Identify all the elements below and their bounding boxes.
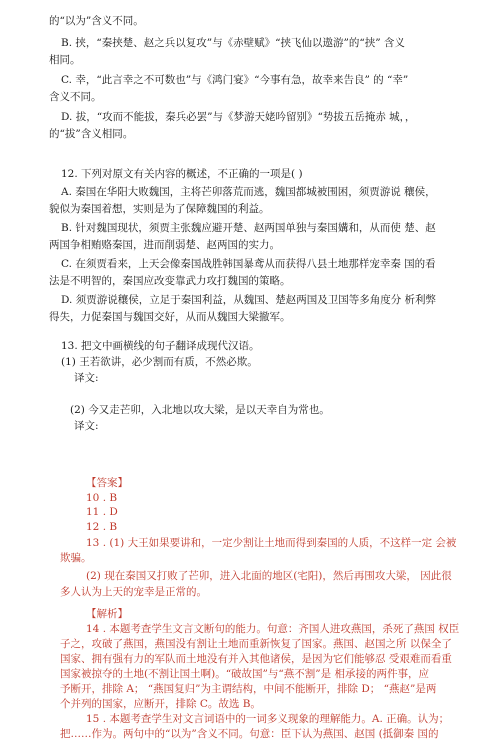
- text-line: 两国争相贿赂秦国，进而削弱楚、赵两国的实力。: [49, 239, 280, 251]
- text-line: 得失，力促秦国与魏国交好，从而从魏国大梁撤军。: [49, 311, 291, 323]
- analysis-line: 予断开，排除 A； “燕国复归”为主谓结构，中间不能断开，排除 D； “燕赵”是两: [60, 683, 437, 695]
- answer-13-part2-cont: 多人认为上天的宠幸是正常的。: [60, 586, 207, 598]
- answer-header: 【答案】: [86, 477, 128, 489]
- analysis-line: 14 . 本题考查学生文言文断句的能力。句意：齐国人进攻燕国，杀死了燕国 权臣: [86, 623, 460, 635]
- text-line: 法是不明智的，秦国应改变靠武力攻打魏国的策略。: [49, 275, 291, 287]
- option-c-line: C. 在须贾看来，上天会像秦国战胜韩国暴鸢从而获得八县土地那样宠幸秦 国的看: [61, 258, 436, 270]
- analysis-line: 子之，攻破了燕国，燕国没有割让土地而重新恢复了国家。燕国、赵国之所 以保全了: [60, 638, 452, 650]
- option-c-line: C. 幸，“此言幸之不可数也”与《鸿门宴》“今事有急，故幸来告良” 的 “幸”: [61, 74, 409, 86]
- analysis-line: 个并列的国家，应断开，排除 C。故选 B。: [60, 698, 261, 710]
- analysis-line: 把……作为。两句中的“以为”含义不同。句意：臣下认为燕国、赵国 (抵御秦 国的: [60, 728, 439, 740]
- answer-13-part1-cont: 欺骗。: [60, 552, 92, 564]
- answer-13-part2: (2) 现在秦国又打败了芒卯，进入北面的地区(宅阳)，然后再围攻大梁， 因此很: [86, 570, 452, 582]
- analysis-header: 【解析】: [86, 608, 128, 620]
- translation-label: 译文:: [74, 420, 99, 432]
- text-line: 相同。: [49, 54, 81, 66]
- text-line: 含义不同。: [49, 91, 102, 103]
- option-d-line: D. 拔，“攻而不能拔，秦兵必罢”与《梦游天姥吟留别》“势拔五岳掩赤 城，，: [61, 111, 416, 123]
- answer-13-part1: 13 . (1) 大王如果要讲和，一定少割让土地而得到秦国的人质，不这样一定 会被: [86, 537, 457, 549]
- sentence-2: (2) 今又走芒卯，入北地以攻大梁，是以天幸自为常也。: [70, 404, 330, 416]
- analysis-line: 国家、拥有强有力的军队而土地没有并入其他诸侯，是因为它们能够忍 受艰难而看重: [60, 653, 452, 665]
- answer-11: 11 . D: [86, 506, 118, 518]
- sentence-1: (1) 王若欲讲，必少割而有质，不然必欺。: [61, 356, 258, 368]
- analysis-line: 国家被掠夺的土地(不割让国土啊)。“破故国”与“燕不割”是 相承接的两件事，应: [60, 668, 430, 680]
- question-12: 12. 下列对原文有关内容的概述，不正确的一项是( ): [61, 168, 303, 180]
- question-13: 13. 把文中画横线的句子翻译成现代汉语。: [61, 340, 260, 352]
- option-b-line: B. 挟，“秦挟楚、赵之兵以复攻”与《赤壁赋》“挟飞仙以遨游”的“挟” 含义: [61, 37, 405, 49]
- option-a-line: A. 秦国在华阳大败魏国，主将芒卯落荒而逃，魏国都城被围困，须贾游说 穰侯，: [61, 186, 436, 198]
- option-d-line: D. 须贾游说穰侯，立足于秦国利益，从魏国、楚赵两国及卫国等多角度分 析利弊: [61, 294, 437, 306]
- text-line: 的“拔”含义相同。: [49, 128, 134, 140]
- analysis-line: 15 . 本题考查学生对文言词语中的一词多义现象的理解能力。A. 正确。认为；: [86, 713, 450, 725]
- answer-12: 12 . B: [86, 521, 118, 533]
- answer-10: 10 . B: [86, 492, 118, 504]
- translation-label: 译文:: [74, 372, 99, 384]
- text-line: 貌似为秦国着想，实则是为了保障魏国的利益。: [49, 203, 270, 215]
- text-line: 的“以为”含义不同。: [49, 15, 144, 27]
- option-b-line: B. 针对魏国现状，须贾主张魏应避开楚、赵两国单独与秦国媾和，从而使 楚、赵: [61, 222, 436, 234]
